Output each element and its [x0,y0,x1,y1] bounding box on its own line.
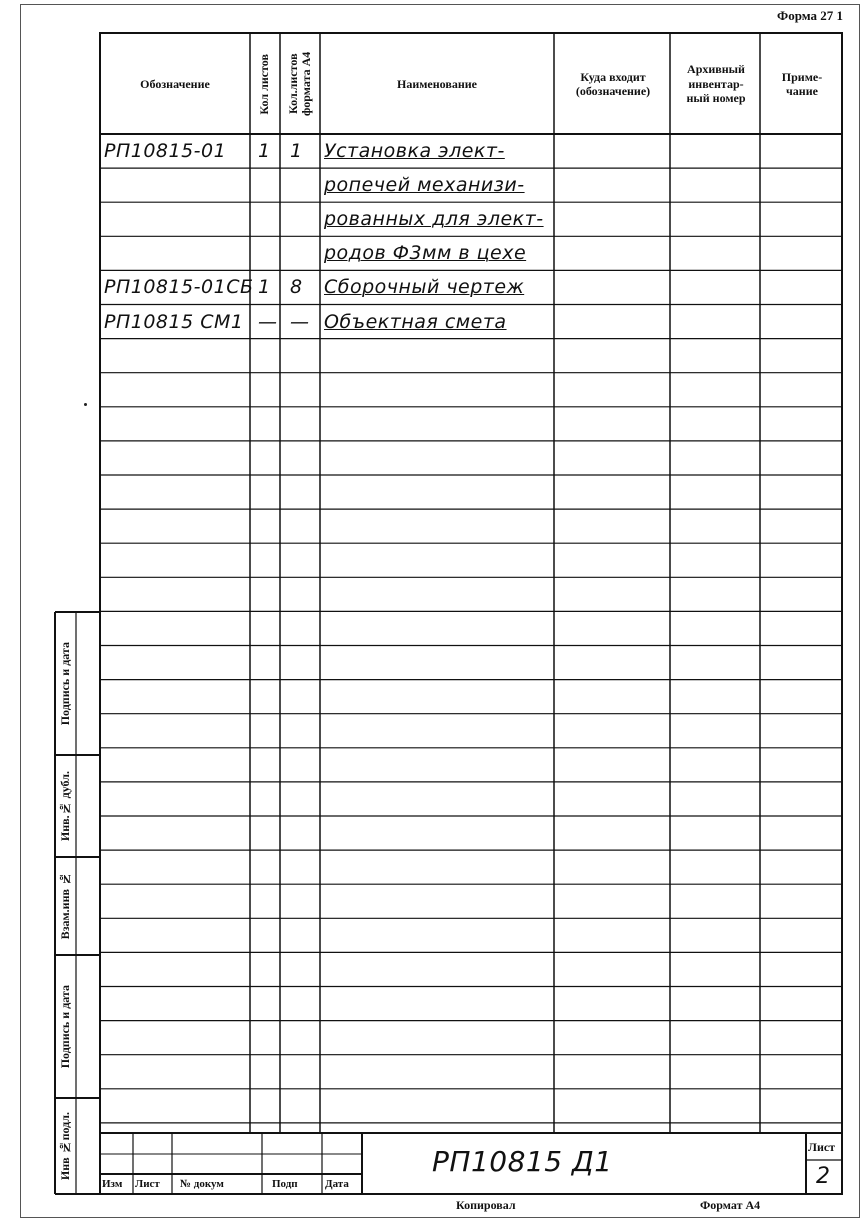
tb-doc-no: № докум [180,1178,224,1190]
row-name: родов Ф3мм в цехе [324,242,527,265]
tb-data: Дата [325,1178,349,1190]
header-archive-number: Архивный инвентар- ный номер [686,62,746,106]
form-label: Форма 27 1 [777,8,843,23]
row-designation: РП10815-01СБ [104,276,254,299]
side-cell-sign-date-bottom [55,955,76,1098]
sheet-label: Лист [808,1140,836,1154]
header-sheet-count-cell [250,34,280,134]
row-name: рованных для элект- [324,208,544,231]
header-sheet-count-a4: Кол.листов формата А4 [285,51,313,117]
header-sheet-count: Кол листов [257,53,272,115]
header-name: Наименование [397,76,477,91]
side-label-inv-dubl: Инв.№ дубл. [58,770,72,842]
row-designation: РП10815-01 [104,140,227,162]
row-sheets: 1 [258,276,271,299]
side-label-inv-podl: Инв №подл. [58,1111,72,1181]
tb-izm: Изм [102,1178,123,1190]
stray-mark [84,403,87,406]
row-sheets-a4: 8 [290,276,303,299]
side-cell-inv-dubl [55,755,76,857]
side-label-vzam-inv: Взам.инв № [58,872,72,940]
header-note: Приме- чание [781,69,823,98]
row-sheets: 1 [258,140,271,162]
sheet-number: 2 [816,1164,831,1189]
header-designation: Обозначение [140,76,210,91]
row-designation: РП10815 СМ1 [104,310,244,333]
row-sheets: — [258,310,278,333]
side-label-sign-date-bottom: Подпись и дата [58,984,72,1069]
header-sheet-count-a4-cell [280,34,320,134]
footer-copied: Копировал [456,1198,516,1212]
side-cell-sign-date-top [55,612,76,755]
row-name: Сборочный чертеж [324,276,525,299]
side-cell-vzam-inv [55,857,76,955]
row-name: ропечей механизи- [324,174,525,197]
tb-list: Лист [135,1178,160,1190]
tb-podp: Подп [272,1178,298,1190]
document-code: РП10815 Д1 [432,1145,613,1178]
side-label-sign-date-top: Подпись и дата [58,641,72,726]
row-name: Объектная смета [324,310,507,333]
header-where-used: Куда входит (обозначение) [575,69,651,98]
side-cell-inv-podl [55,1098,76,1194]
row-name: Установка элект- [324,140,505,162]
footer-format: Формат А4 [700,1198,761,1212]
row-sheets-a4: 1 [290,140,303,162]
row-sheets-a4: — [290,310,310,333]
